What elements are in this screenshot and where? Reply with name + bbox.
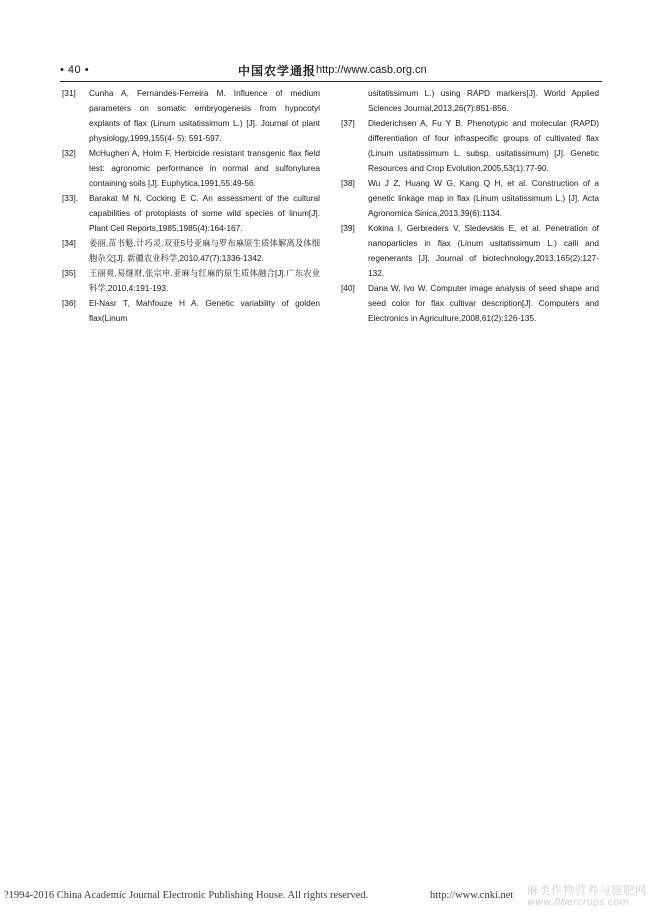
reference-number: [33]. <box>62 193 79 203</box>
reference-entry <box>62 191 320 236</box>
reference-entry <box>62 266 320 296</box>
reference-number: [31] <box>62 88 76 98</box>
reference-text: Diederichsen A, Fu Y B. Phenotypic and molecular (RAPD) differentiation of four infraspecific groups of cultivated flax (Linum usitatissimum L. subsp. usitatissimum) [J]. Genetic Resources and Crop Evolution,2005,53(1):77-90. <box>368 118 599 173</box>
references-left-column <box>62 86 320 326</box>
watermark-url: www.fibercrops.com <box>527 897 629 908</box>
reference-entry <box>62 146 320 191</box>
references-right-column <box>341 86 599 326</box>
reference-text: Barakat M N, Cocking E C. An assessment of the cultural capabilities of protoplasts of some wild species of linum[J]. Plant Cell Reports,1985,1985(4):164-167. <box>89 193 320 233</box>
journal-url[interactable]: http://www.casb.org.cn <box>316 64 427 76</box>
footer-url[interactable]: http://www.cnki.net <box>430 890 514 901</box>
watermark-text: 麻类作物营养与施肥网 <box>527 883 647 897</box>
reference-entry <box>341 281 599 326</box>
reference-number: [36] <box>62 298 76 308</box>
reference-entry <box>62 86 320 146</box>
reference-number: [34] <box>62 238 76 248</box>
reference-text: Kokina I, Gerbreders V, Sledevskis E, et al. Penetration of nanoparticles in flax (Linum usitatissimum L.) calli and regenerants [J]. Journal of biotechnology,2013,165(2):127-132. <box>368 223 599 278</box>
reference-number: [35] <box>62 268 76 278</box>
page-number: • 40 • <box>60 64 90 76</box>
reference-number: [37] <box>341 118 355 128</box>
reference-entry <box>341 86 599 116</box>
reference-entry <box>62 236 320 266</box>
copyright-notice: ?1994-2016 China Academic Journal Electronic Publishing House. All rights reserved. <box>4 890 369 901</box>
reference-text: McHughen A, Holm F. Herbicide resistant transgenic flax field test: agronomic performance in normal and sulfonylurea containing soils [J]. Euphytica,1991,55:49-56. <box>89 148 320 188</box>
journal-name: 中国农学通报 <box>238 64 317 78</box>
watermark <box>527 884 655 909</box>
reference-entry <box>341 221 599 281</box>
reference-number: [40] <box>341 283 355 293</box>
reference-number: [39] <box>341 223 355 233</box>
reference-entry <box>341 176 599 221</box>
reference-text: 姜丽,苗书魁,计巧灵.双亚5号亚麻与罗布麻原生质体解离及体细胞杂交[J]. 新疆农业科学,2010,47(7):1336-1342. <box>89 238 320 263</box>
reference-text: El-Nasr T, Mahfouze H A. Genetic variability of golden flax(Linum <box>89 298 320 323</box>
reference-text: Cunha A, Fernandes-Ferreira M. Influence of medium parameters on somatic embryogenesis from hypocotyl explants of flax (Linum usitatissimum L.) [J]. Journal of plant physiology,1999,155(4- 5): 591-597. <box>89 88 320 143</box>
reference-entry <box>62 296 320 326</box>
reference-number: [38] <box>341 178 355 188</box>
header-rule <box>60 81 602 82</box>
reference-text: Dana W, Ivo W. Computer image analysis of seed shape and seed color for flax cultivar description[J]. Computers and Electronics in Agriculture,2008,61(2):126-135. <box>368 283 599 323</box>
page-header <box>60 63 600 81</box>
reference-text: 王丽爽,易继财,张宗申.亚麻与红麻的原生质体融合[J].广东农业科学,2010,4:191-193. <box>89 268 320 293</box>
reference-number: [32] <box>62 148 76 158</box>
reference-text: usitatissimum L.) using RAPD markers[J]. World Applied Sciences Journal,2013,26(7):851-856. <box>368 88 599 113</box>
reference-entry <box>341 116 599 176</box>
reference-text: Wu J Z, Huang W G, Kang Q H, et al. Construction of a genetic linkage map in flax (Linum usitatissimum L.) [J]. Acta Agronomica Sinica,2013,39(6):1134. <box>368 178 599 218</box>
